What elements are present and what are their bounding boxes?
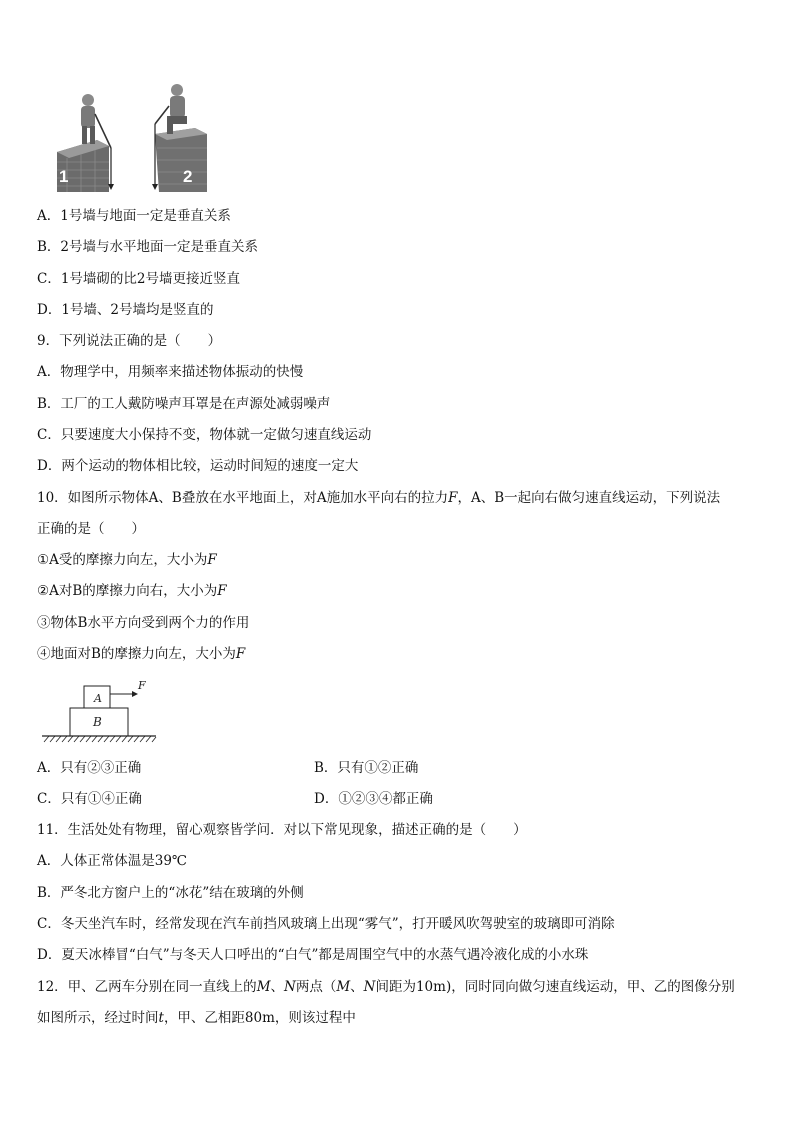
point-m: M [256,979,271,995]
force-symbol: F [448,490,458,506]
q10-statement-1 [37,551,217,569]
q10-statement-1-text: ①A受的摩擦力向左，大小为 [37,552,208,568]
wall-2-label: 2 [183,167,193,186]
q11-option-c: C．冬天坐汽车时，经常发现在汽车前挡风玻璃上出现“雾气”，打开暖风吹驾驶室的玻璃即可消除 [37,916,615,932]
q10-option-d: D．①②③④都正确 [314,791,433,807]
q10-stem-line-2: 正确的是（ ） [37,521,145,537]
q8-option-c: C．1号墙砌的比2号墙更接近竖直 [37,271,241,287]
q11-stem: 11．生活处处有物理，留心观察皆学问．对以下常见现象，描述正确的是（ ） [37,822,527,838]
wall-2-image [152,84,207,192]
q10-option-c: C．只有①④正确 [37,791,142,807]
q8-option-d: D．1号墙、2号墙均是竖直的 [37,302,214,318]
q12-text-e: ，甲、乙相距80m，则该过程中 [163,1010,356,1026]
block-a-label: A [94,692,102,705]
q11-option-b: B．严冬北方窗户上的“冰花”结在玻璃的外侧 [37,885,304,901]
q11-option-a: A．人体正常体温是39℃ [37,853,188,869]
q10-option-a: A．只有②③正确 [37,760,142,776]
force-symbol: F [217,583,227,599]
q10-stem-text-b: ，A、B一起向右做匀速直线运动，下列说法 [457,490,721,506]
point-m: M [336,979,351,995]
force-label: F [138,679,146,692]
q10-stem-line-1 [37,489,720,507]
q9-option-a: A．物理学中，用频率来描述物体振动的快慢 [37,364,304,380]
q9-stem: 9．下列说法正确的是（ ） [37,333,222,349]
q8-option-b: B．2号墙与水平地面一定是垂直关系 [37,239,259,255]
q12-sep: 、 [270,979,285,995]
q12-text-b: 两点（ [295,979,337,995]
q10-statement-2-text: ②A对B的摩擦力向右，大小为 [37,583,218,599]
point-n: N [363,979,376,995]
point-n: N [284,979,296,995]
force-symbol: F [207,552,217,568]
q10-statement-2 [37,582,227,600]
wall-figure [55,82,215,194]
q9-option-d: D．两个运动的物体相比较，运动时间短的速度一定大 [37,458,359,474]
q10-stem-text-a: 10．如图所示物体A、B叠放在水平地面上，对A施加水平向右的拉力 [37,490,449,506]
q10-statement-4 [37,645,245,663]
q12-text-d: 如图所示，经过时间 [37,1010,159,1026]
q10-option-b: B．只有①②正确 [314,760,419,776]
q12-sep: 、 [350,979,364,995]
q10-statement-4-text: ④地面对B的摩擦力向左，大小为 [37,646,236,662]
blocks-figure [40,678,158,746]
q12-stem-line-1 [37,978,735,996]
ground-hatching [44,736,156,742]
q8-option-a: A．1号墙与地面一定是垂直关系 [37,208,231,224]
q12-text-a: 12．甲、乙两车分别在同一直线上的 [37,979,257,995]
q12-text-c: 间距为10m)，同时同向做匀速直线运动，甲、乙的图像分别 [375,979,735,995]
q11-option-d: D．夏天冰棒冒“白气”与冬天人口呼出的“白气”都是周围空气中的水蒸气遇冷液化成的小水珠 [37,947,589,963]
q12-stem-line-2 [37,1009,356,1027]
wall-1-label: 1 [59,167,69,186]
q10-statement-3: ③物体B水平方向受到两个力的作用 [37,615,250,631]
q9-option-b: B．工厂的工人戴防噪声耳罩是在声源处减弱噪声 [37,396,331,412]
time-symbol: t [158,1010,164,1026]
block-b-label: B [93,715,102,729]
force-symbol: F [235,646,246,662]
q9-option-c: C．只要速度大小保持不变，物体就一定做匀速直线运动 [37,427,372,443]
